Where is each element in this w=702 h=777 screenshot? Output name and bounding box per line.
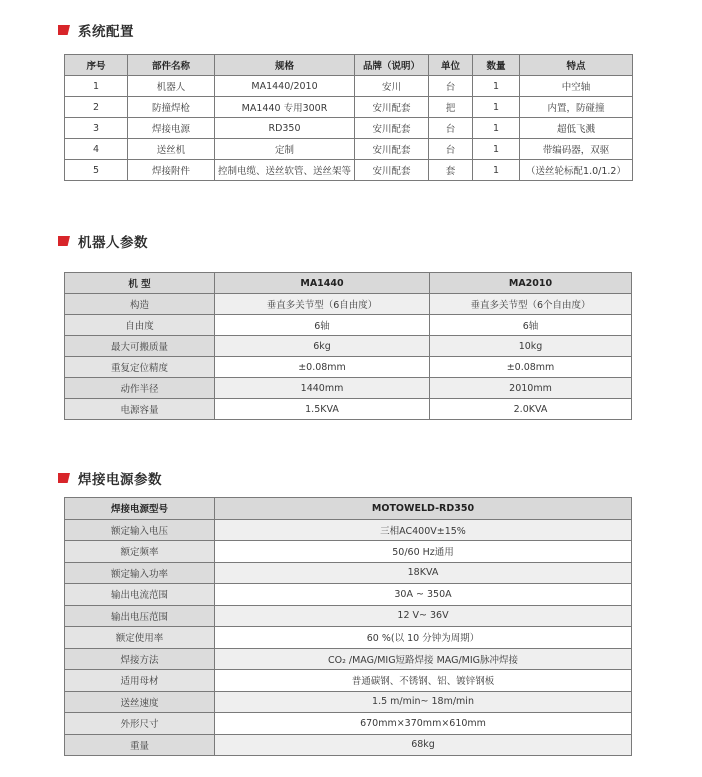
header-cell: 部件名称 (128, 55, 215, 76)
table-cell: 焊接电源 (128, 118, 215, 139)
table-cell: 6轴 (215, 315, 430, 336)
table-cell: MA1440/2010 (215, 76, 355, 97)
header-cell: 规格 (215, 55, 355, 76)
section-title-robot (58, 231, 148, 251)
table-cell: 定制 (215, 139, 355, 160)
table-cell: CO₂ /MAG/MIG短路焊接 MAG/MIG脉冲焊接 (215, 648, 632, 670)
table-cell: 额定使用率 (65, 627, 215, 649)
header-cell: 单位 (429, 55, 473, 76)
table-cell: 3 (65, 118, 128, 139)
table-cell: 5 (65, 160, 128, 181)
header-cell: 数量 (473, 55, 520, 76)
table-cell: 普通碳钢、不锈钢、铝、镀锌钢板 (215, 670, 632, 692)
table-cell: 12 V~ 36V (215, 605, 632, 627)
table-cell: 670mm×370mm×610mm (215, 713, 632, 735)
table-cell: RD350 (215, 118, 355, 139)
table-cell: 30A ~ 350A (215, 584, 632, 606)
system-config-table (64, 54, 633, 181)
table-cell: 带编码器，双驱 (520, 139, 633, 160)
table-cell: 50/60 Hz通用 (215, 541, 632, 563)
table-cell: 输出电流范围 (65, 584, 215, 606)
table-row (65, 605, 632, 627)
table-row (65, 519, 632, 541)
robot-params-table (64, 272, 632, 420)
table-cell: 送丝速度 (65, 691, 215, 713)
table-cell: 安川配套 (355, 160, 429, 181)
table-cell: 台 (429, 139, 473, 160)
header-cell: MA1440 (215, 273, 430, 294)
table-cell: 送丝机 (128, 139, 215, 160)
table-cell: 安川 (355, 76, 429, 97)
table-cell: 动作半径 (65, 378, 215, 399)
section-title-text: 机器人参数 (78, 235, 148, 251)
table-row (65, 541, 632, 563)
table-cell: 套 (429, 160, 473, 181)
table-cell: 中空轴 (520, 76, 633, 97)
table-cell: ±0.08mm (430, 357, 632, 378)
table-cell: 68kg (215, 734, 632, 756)
table-cell: 额定输入电压 (65, 519, 215, 541)
table-cell: 2.0KVA (430, 399, 632, 420)
table-cell: 1 (65, 76, 128, 97)
table-row (65, 648, 632, 670)
section-marker-icon (58, 236, 70, 246)
table-cell: 1 (473, 139, 520, 160)
header-cell: MA2010 (430, 273, 632, 294)
header-cell: 特点 (520, 55, 633, 76)
table-row (65, 399, 632, 420)
table-cell: 1 (473, 97, 520, 118)
table-cell: 自由度 (65, 315, 215, 336)
header-cell: 序号 (65, 55, 128, 76)
table-cell: 重量 (65, 734, 215, 756)
table-row (65, 357, 632, 378)
table-cell: 垂直多关节型（6自由度） (215, 294, 430, 315)
table-row (65, 139, 633, 160)
table-cell: 内置，防碰撞 (520, 97, 633, 118)
section-title-text: 焊接电源参数 (78, 472, 162, 488)
table-row (65, 97, 633, 118)
table-cell: 防撞焊枪 (128, 97, 215, 118)
table-cell: 焊接附件 (128, 160, 215, 181)
table-cell: 1440mm (215, 378, 430, 399)
table-row (65, 562, 632, 584)
header-cell: 焊接电源型号 (65, 498, 215, 520)
table-cell: 把 (429, 97, 473, 118)
table-cell: 1 (473, 160, 520, 181)
table-cell: 重复定位精度 (65, 357, 215, 378)
table-cell: 台 (429, 118, 473, 139)
table-row (65, 627, 632, 649)
table-cell: 4 (65, 139, 128, 160)
table-cell: 1.5 m/min~ 18m/min (215, 691, 632, 713)
table-cell: 10kg (430, 336, 632, 357)
table-cell: 额定频率 (65, 541, 215, 563)
table-cell: 6kg (215, 336, 430, 357)
table-cell: 三相AC400V±15% (215, 519, 632, 541)
table-cell: 2010mm (430, 378, 632, 399)
table-cell: 外形尺寸 (65, 713, 215, 735)
table-cell: 构造 (65, 294, 215, 315)
table-cell: 安川配套 (355, 139, 429, 160)
section-title-system (58, 20, 134, 40)
section-title-welder (58, 468, 162, 488)
table-cell: 超低飞溅 (520, 118, 633, 139)
table-row (65, 294, 632, 315)
table-cell: 控制电缆、送丝软管、送丝架等 (215, 160, 355, 181)
table-cell: 机器人 (128, 76, 215, 97)
table-cell: 安川配套 (355, 97, 429, 118)
table-cell: 60 %(以 10 分钟为周期） (215, 627, 632, 649)
table-cell: 额定输入功率 (65, 562, 215, 584)
table-cell: 2 (65, 97, 128, 118)
table-cell: 1.5KVA (215, 399, 430, 420)
table-row (65, 76, 633, 97)
table-row (65, 713, 632, 735)
table-row (65, 315, 632, 336)
table-row (65, 118, 633, 139)
header-cell: 机 型 (65, 273, 215, 294)
table-row (65, 670, 632, 692)
table-row (65, 734, 632, 756)
table-row (65, 584, 632, 606)
table-row (65, 691, 632, 713)
table-cell: 1 (473, 76, 520, 97)
table-cell: 台 (429, 76, 473, 97)
table-cell: （送丝轮标配1.0/1.2） (520, 160, 633, 181)
table-cell: 输出电压范围 (65, 605, 215, 627)
table-cell: 焊接方法 (65, 648, 215, 670)
table-cell: MA1440 专用300R (215, 97, 355, 118)
header-cell: MOTOWELD-RD350 (215, 498, 632, 520)
table-cell: 1 (473, 118, 520, 139)
table-cell: 6轴 (430, 315, 632, 336)
table-cell: 垂直多关节型（6个自由度） (430, 294, 632, 315)
table-cell: 最大可搬质量 (65, 336, 215, 357)
table-row (65, 160, 633, 181)
table-cell: 电源容量 (65, 399, 215, 420)
table-cell: 适用母材 (65, 670, 215, 692)
welder-params-table (64, 497, 632, 756)
section-marker-icon (58, 473, 70, 483)
table-cell: ±0.08mm (215, 357, 430, 378)
header-cell: 品牌（说明） (355, 55, 429, 76)
table-cell: 18KVA (215, 562, 632, 584)
table-cell: 安川配套 (355, 118, 429, 139)
table-row (65, 336, 632, 357)
section-title-text: 系统配置 (78, 24, 134, 40)
table-row (65, 378, 632, 399)
section-marker-icon (58, 25, 70, 35)
